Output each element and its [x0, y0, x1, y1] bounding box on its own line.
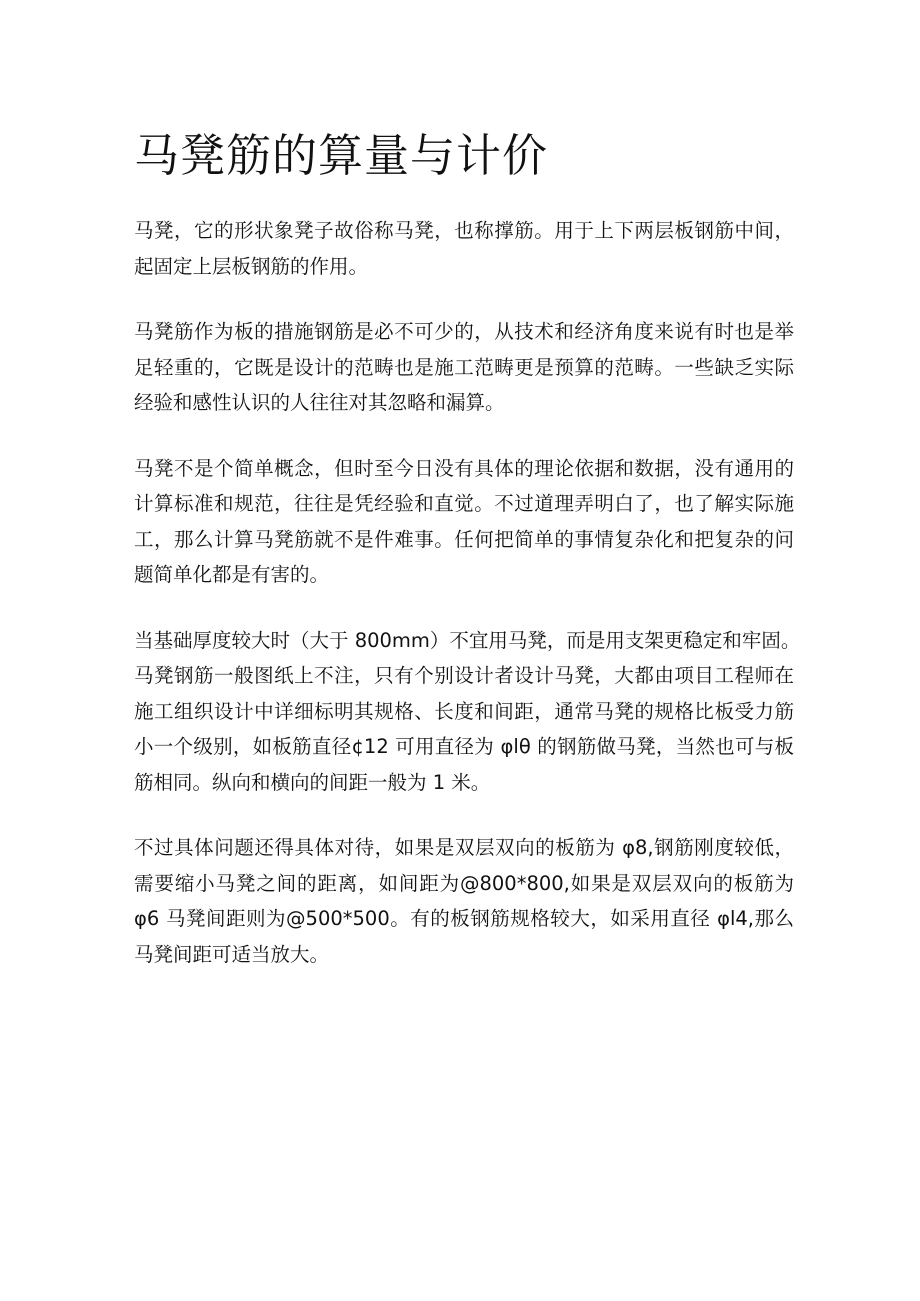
paragraph-line: 马凳，它的形状象凳子故俗称马凳，也称撑筋。用于上下两层板钢筋中间，: [134, 219, 794, 242]
page-title: 马凳筋的算量与计价: [134, 129, 549, 182]
paragraph-line: 马凳钢筋一般图纸上不注，只有个别设计者设计马凳，大都由项目工程师在: [134, 664, 794, 687]
paragraph-line: φ6 马凳间距则为@500*500。有的板钢筋规格较大，如采用直径 φl4,那么: [134, 907, 794, 930]
paragraph-3: [134, 451, 794, 593]
paragraph-line: 马凳间距可适当放大。: [134, 942, 330, 966]
paragraph-line: 起固定上层板钢筋的作用。: [134, 254, 369, 278]
paragraph-1: [134, 213, 794, 284]
paragraph-line: 足轻重的，它既是设计的范畴也是施工范畴更是预算的范畴。一些缺乏实际: [134, 355, 794, 379]
paragraph-line: 施工组织设计中详细标明其规格、长度和间距，通常马凳的规格比板受力筋: [134, 699, 794, 723]
paragraph-line: 小一个级别，如板筋直径¢12 可用直径为 φlθ 的钢筋做马凳，当然也可与板: [134, 735, 794, 758]
paragraph-line: 马凳筋作为板的措施钢筋是必不可少的，从技术和经济角度来说有时也是举: [134, 320, 794, 343]
paragraph-line: 工，那么计算马凳筋就不是件难事。任何把简单的事情复杂化和把复杂的问: [134, 527, 794, 551]
paragraph-line: 题简单化都是有害的。: [134, 563, 330, 586]
paragraph-2: [134, 314, 794, 421]
paragraph-line: 当基础厚度较大时（大于 800mm）不宜用马凳，而是用支架更稳定和牢固。: [134, 628, 801, 652]
paragraph-line: 经验和感性认识的人往往对其忽略和漏算。: [134, 391, 505, 414]
paragraph-5: [134, 830, 794, 972]
paragraph-line: 计算标准和规范，往往是凭经验和直觉。不过道理弄明白了，也了解实际施: [134, 492, 794, 515]
paragraph-line: 需要缩小马凳之间的距离，如间距为@800*800,如果是双层双向的板筋为: [134, 871, 794, 895]
document-body: [134, 213, 801, 1002]
paragraph-line: 马凳不是个简单概念，但时至今日没有具体的理论依据和数据，没有通用的: [134, 456, 794, 480]
paragraph-4: [134, 623, 801, 801]
paragraph-line: 筋相同。纵向和横向的间距一般为 1 米。: [134, 770, 491, 794]
paragraph-line: 不过具体问题还得具体对待，如果是双层双向的板筋为 φ8,钢筋刚度较低，: [134, 836, 794, 859]
